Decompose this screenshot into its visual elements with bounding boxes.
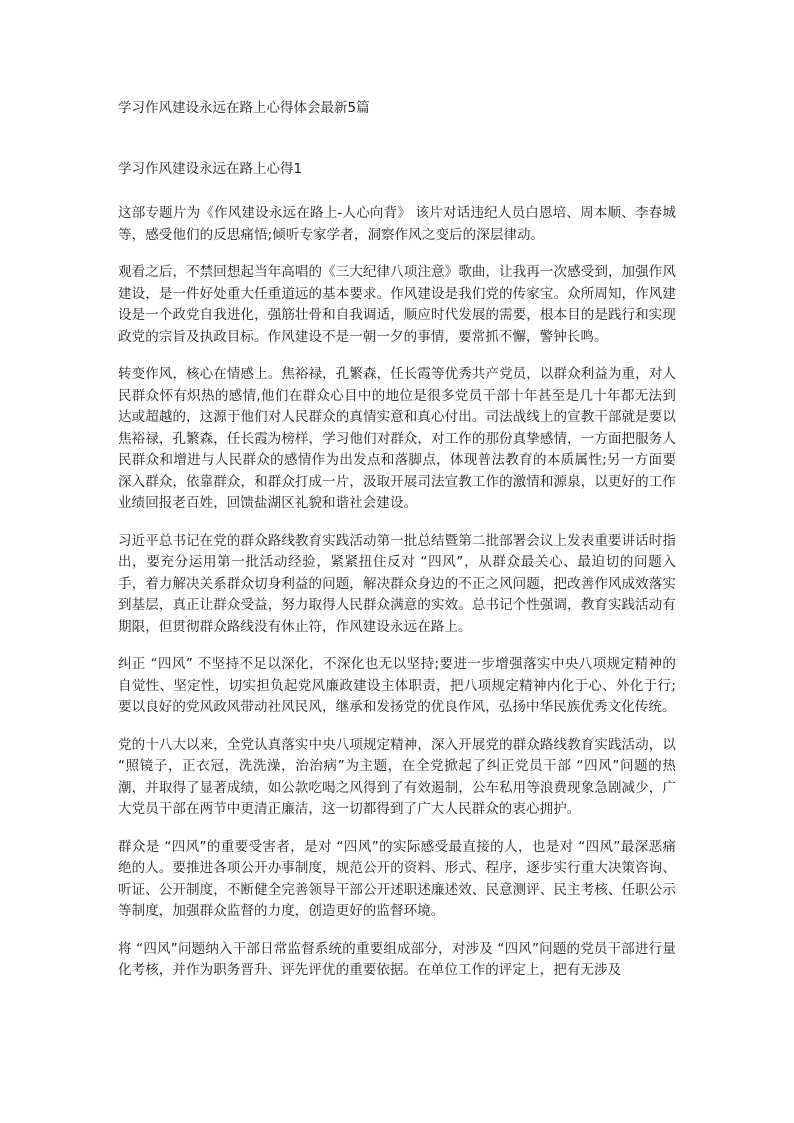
paragraph: 群众是 “四风”的重要受害者，是对 “四风”的实际感受最直接的人，也是对 “四风”最深恶痛绝的人。要推进各项公开办事制度，规范公开的资料、形式、程序，逐步实行重大决策咨询、听证、公开制度，不断健全完善领导干部公开述职述廉述效、民意测评、民主考核、任职公示等制度，加强群众监督的力度，创造更好的监督环境。 (118, 838, 676, 919)
paragraph: 党的十八大以来，全党认真落实中央八项规定精神，深入开展党的群众路线教育实践活动，以 “照镜子，正衣冠，洗洗澡，治治病”为主题，在全党掀起了纠正党员干部 “四风”问题的热潮，并取得了显著成绩，如公款吃喝之风得到了有效遏制，公车私用等浪费现象急剧减少，广大党员干部在两节中更清正廉洁，这一切都得到了广大人民群众的衷心拥护。 (118, 736, 676, 817)
document-title: 学习作风建设永远在路上心得体会最新5篇 (118, 100, 370, 116)
paragraph: 观看之后，不禁回想起当年高唱的《三大纪律八项注意》歌曲，让我再一次感受到，加强作风建设，是一件好处重大任重道远的基本要求。作风建设是我们党的传家宝。众所周知，作风建设是一个政党自我进化，强筋壮骨和自我调适，顺应时代发展的需要，根本目的是践行和实现政党的宗旨及执政目标。作风建设不是一朝一夕的事情，要常抓不懈，警钟长鸣。 (118, 264, 676, 345)
paragraph: 将 “四风”问题纳入干部日常监督系统的重要组成部分，对涉及 “四风”问题的党员干部进行量化考核，并作为职务晋升、评先评优的重要依据。在单位工作的评定上，把有无涉及 (118, 940, 676, 978)
paragraph: 这部专题片为《作风建设永远在路上-人心向背》 该片对话违纪人员白恩培、周本顺、李春城等，感受他们的反思痛悟;倾听专家学者，洞察作风之变后的深层律动。 (118, 205, 676, 243)
document-body (118, 203, 676, 998)
section-heading: 学习作风建设永远在路上心得1 (118, 161, 303, 177)
paragraph: 纠正 “四风” 不坚持不足以深化，不深化也无以坚持;要进一步增强落实中央八项规定精神的自觉性、坚定性，切实担负起党风廉政建设主体职责，把八项规定精神内化于心、外化于行;要以良好的党风政风带动社风民风，继承和发扬党的优良作风，弘扬中华民族优秀文化传统。 (118, 656, 676, 715)
paragraph: 习近平总书记在党的群众路线教育实践活动第一批总结暨第二批部署会议上发表重要讲话时指出，要充分运用第一批活动经验，紧紧扭住反对 “四风”，从群众最关心、最迫切的问题入手，着力解决关系群众切身利益的问题，解决群众身边的不正之风问题，把改善作风成效落实到基层，真正让群众受益，努力取得人民群众满意的实效。总书记个性强调，教育实践活动有期限，但贯彻群众路线没有休止符，作风建设永远在路上。 (118, 532, 676, 635)
paragraph: 转变作风，核心在情感上。焦裕禄，孔繁森，任长霞等优秀共产党员，以群众利益为重，对人民群众怀有炽热的感情,他们在群众心目中的地位是很多党员干部十年甚至是几十年都无法到达或超越的，这源于他们对人民群众的真情实意和真心付出。司法战线上的宣教干部就是要以焦裕禄，孔繁森，任长霞为榜样，学习他们对群众，对工作的那份真挚感情，一方面把服务人民群众和增进与人民群众的感情作为出发点和落脚点，体现普法教育的本质属性;另一方面要深入群众，依靠群众，和群众打成一片，汲取开展司法宣教工作的激情和源泉，以更好的工作业绩回报老百姓，回馈盐湖区礼貌和谐社会建设。 (118, 366, 676, 511)
